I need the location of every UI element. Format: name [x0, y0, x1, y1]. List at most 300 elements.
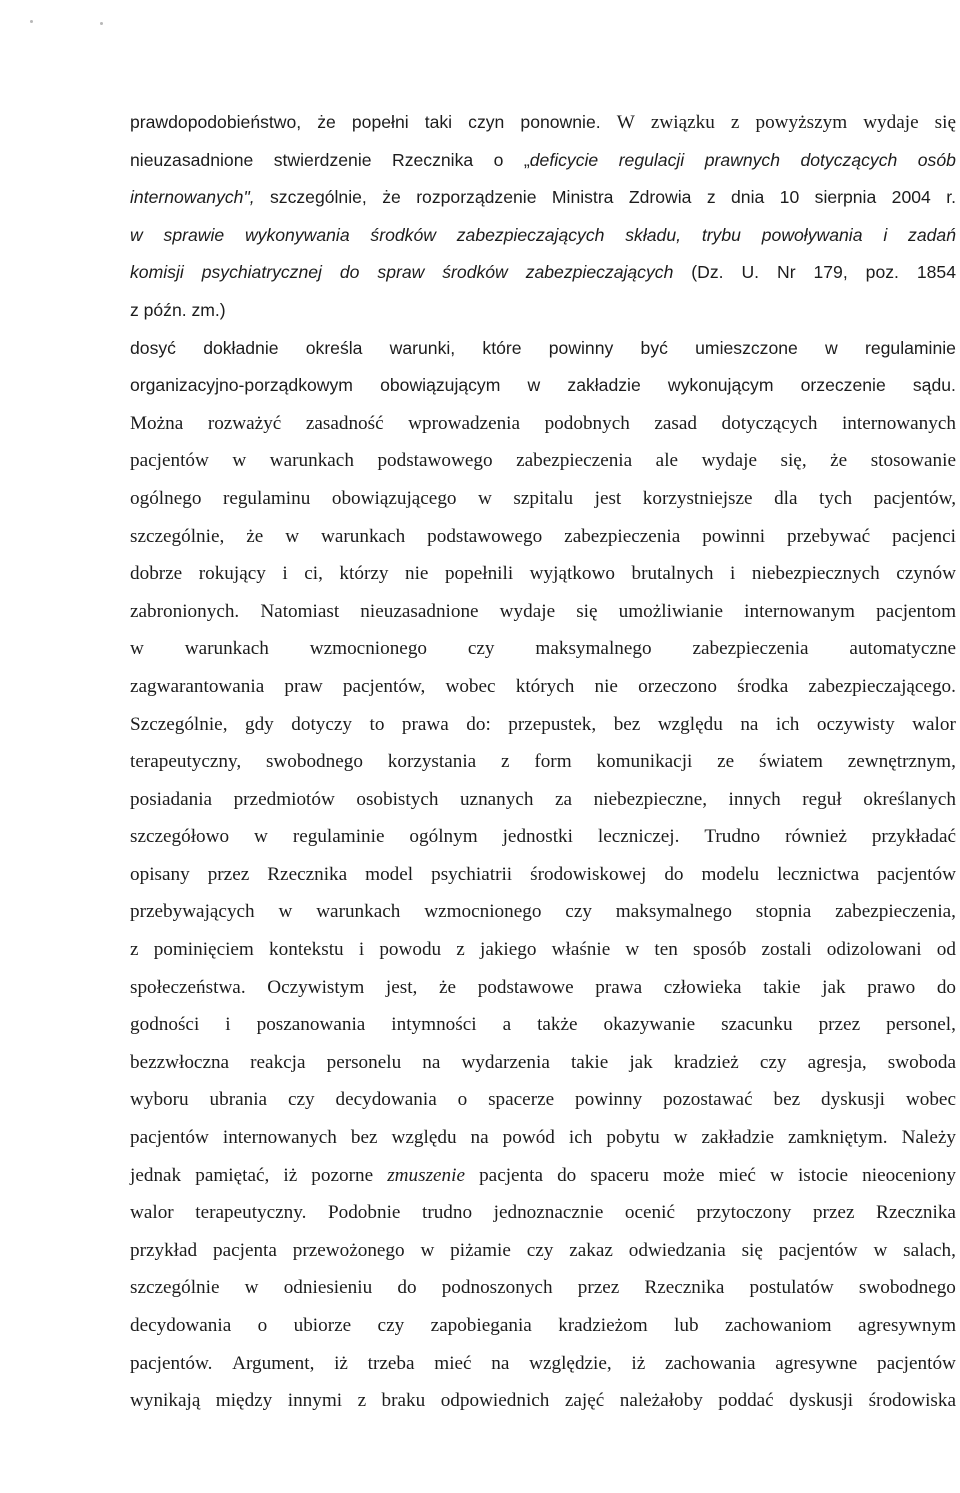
text-word: maksymalnego	[615, 901, 732, 923]
text-word: które	[482, 337, 522, 358]
text-word: przykład	[130, 1239, 198, 1261]
text-word: że	[317, 112, 336, 132]
text-word: modelu	[701, 863, 760, 885]
text-word: przez	[812, 1202, 855, 1224]
text-word: czy	[377, 1315, 405, 1336]
text-word: względzie,	[529, 1352, 612, 1374]
text-word: godności	[130, 1014, 200, 1036]
text-word: o	[457, 1089, 468, 1111]
text-word: bez	[350, 1127, 378, 1149]
text-word: wydarzenia	[461, 1051, 550, 1073]
text-word: pobytu	[606, 1127, 660, 1149]
text-word: na	[491, 1352, 510, 1374]
text-word: swobodnego	[265, 751, 363, 773]
text-word: z	[501, 751, 510, 773]
text-word: istocie	[797, 1164, 849, 1186]
text-word: zabezpieczających	[525, 262, 674, 283]
text-word: rozporządzenie	[416, 187, 537, 208]
text-word: do	[936, 976, 956, 998]
text-word: a	[502, 1014, 512, 1036]
text-word: sierpnia	[814, 187, 877, 208]
text-word: salach,	[903, 1239, 956, 1261]
text-word: regulacji	[618, 149, 685, 170]
text-word: Nr	[776, 262, 796, 283]
text-word: w	[673, 1127, 688, 1149]
text-word: szczegółowo	[130, 826, 230, 848]
text-word: spraw	[377, 262, 425, 283]
text-word: dyskusji	[821, 1089, 885, 1111]
text-word: ten	[654, 939, 678, 961]
text-word: ogólnym	[409, 826, 478, 848]
text-word: Rzecznika	[644, 1277, 725, 1299]
text-word: niebezpieczne,	[593, 788, 708, 810]
text-word: jest,	[385, 976, 418, 998]
text-word: regulaminu	[222, 487, 311, 509]
text-word: ogólnego	[130, 487, 202, 509]
text-word: jednostki	[502, 826, 573, 848]
text-word: wobec	[905, 1089, 956, 1111]
text-word: Rzecznika	[876, 1202, 956, 1224]
text-word: dnia	[731, 187, 765, 208]
text-word: komisji	[130, 262, 184, 283]
text-word: zapobiegania	[430, 1315, 532, 1336]
text-word: w	[825, 337, 838, 358]
text-word: w	[770, 1164, 784, 1186]
text-word: Oczywistym	[267, 976, 365, 998]
text-word: czy	[526, 1239, 554, 1261]
text-line	[130, 939, 956, 977]
text-word: czy	[565, 901, 592, 923]
text-word: należałoby	[619, 1390, 703, 1412]
text-word: szczególnie,	[130, 525, 225, 547]
text-word: 179,	[813, 262, 848, 283]
text-word: umożliwianie	[618, 600, 724, 622]
text-word: zabezpieczenia	[516, 450, 633, 472]
text-word: na	[470, 1127, 489, 1149]
text-word: umieszczone	[695, 337, 798, 358]
text-line	[130, 450, 956, 488]
text-word: okazywanie	[603, 1014, 696, 1036]
text-line	[130, 638, 956, 676]
text-word: spacerze	[488, 1089, 555, 1111]
text-word: regulaminie	[864, 337, 956, 358]
text-word: wzmocnionego	[309, 638, 428, 660]
text-word: pacjentów	[877, 1352, 956, 1374]
text-word: z	[357, 1390, 367, 1412]
text-word: popełnili	[444, 563, 514, 585]
text-word: 2004	[891, 187, 931, 208]
text-word: stopnia	[755, 901, 812, 923]
text-word: niebezpiecznych	[751, 563, 880, 585]
text-word: zewnętrznym,	[847, 751, 956, 773]
text-word: o	[493, 149, 504, 170]
text-word: kradzieżom	[558, 1315, 648, 1336]
text-word: form	[534, 751, 572, 773]
text-word: odpowiednich	[440, 1390, 550, 1412]
text-word: pacjentów	[778, 1239, 858, 1261]
text-line	[130, 676, 956, 714]
text-word: odniesieniu	[283, 1277, 373, 1299]
text-word: sprawie	[163, 224, 225, 245]
text-word: się,	[780, 450, 807, 472]
text-word: zadań	[908, 224, 956, 245]
text-word: wydaje	[863, 112, 919, 133]
text-word: mieć	[718, 1164, 756, 1186]
text-line	[130, 112, 956, 150]
text-word: powyższym	[755, 112, 848, 133]
text-line	[130, 1353, 956, 1391]
text-line	[130, 1165, 956, 1203]
text-word: i	[282, 563, 288, 585]
text-word: przez	[207, 863, 250, 885]
text-word: trybu	[701, 224, 741, 245]
text-word: odwiedzania	[628, 1239, 726, 1261]
text-word: internowanych	[841, 412, 956, 434]
text-word: w	[130, 638, 144, 660]
text-word: W	[616, 112, 635, 133]
text-word: w	[527, 375, 541, 396]
text-word: powinny	[575, 1089, 643, 1111]
text-word: w	[130, 224, 143, 245]
text-word: ich	[775, 713, 800, 735]
text-word: Natomiast	[260, 600, 340, 622]
text-word: kradzież	[673, 1051, 739, 1073]
text-word: Podobnie	[327, 1202, 401, 1224]
text-word: wydaje	[499, 600, 556, 622]
text-word: terapeutyczny.	[195, 1202, 307, 1224]
text-word: że	[439, 976, 457, 998]
scan-speck	[30, 20, 33, 23]
text-word: zachowania	[665, 1352, 756, 1374]
text-word: odizolowani	[826, 939, 922, 961]
text-word: nie	[404, 563, 429, 585]
text-word: iż	[631, 1352, 646, 1374]
text-word: postulatów	[749, 1277, 834, 1299]
text-word: jednak	[130, 1164, 182, 1186]
text-word: sądu.	[912, 375, 956, 396]
text-line	[130, 225, 956, 263]
text-word: człowieka	[663, 976, 742, 998]
text-word: środka	[737, 675, 789, 697]
text-word: i	[730, 563, 736, 585]
text-word: szczególnie	[130, 1277, 220, 1299]
text-word: iż	[334, 1352, 348, 1374]
text-word: iż	[283, 1164, 298, 1186]
text-word: zabezpieczenia	[692, 638, 809, 660]
text-word: szpitalu	[513, 487, 574, 509]
text-word: do	[339, 262, 360, 283]
text-word: automatyczne	[849, 638, 956, 660]
text-word: może	[663, 1164, 705, 1186]
text-word: agresja,	[807, 1051, 867, 1073]
text-word: bez	[773, 1089, 801, 1111]
text-word: ubiorze	[293, 1315, 352, 1336]
text-line	[130, 413, 956, 451]
text-word: gdy	[244, 713, 274, 735]
text-word: Rzecznika	[392, 149, 474, 170]
text-word: określa	[305, 337, 363, 358]
text-word: zakaz	[569, 1239, 613, 1261]
text-word: Rzecznika	[267, 863, 348, 885]
text-word: reakcja	[250, 1051, 306, 1073]
text-word: prawo	[867, 976, 916, 998]
text-word: prawnych	[704, 149, 780, 170]
text-word: o	[257, 1315, 268, 1336]
text-word: w	[278, 901, 293, 923]
text-line	[130, 1127, 956, 1165]
text-word: pacjenta	[212, 1239, 277, 1261]
text-word: korzystniejsze	[642, 487, 753, 509]
text-word: nieoceniony	[862, 1164, 956, 1186]
text-word: pacjentów,	[873, 487, 956, 509]
text-word: z	[456, 939, 465, 961]
text-word: braku	[381, 1390, 426, 1412]
text-word: na	[422, 1051, 441, 1073]
text-word: korzystania	[387, 751, 477, 773]
text-word: środków	[442, 262, 508, 283]
text-word: że	[830, 450, 848, 472]
text-line	[130, 1277, 956, 1315]
text-word: podstawowe	[477, 976, 574, 998]
text-word: stosowanie	[870, 450, 956, 472]
text-word: przebywających	[130, 901, 255, 923]
text-word: „deficycie	[523, 149, 599, 170]
text-word: agresywnym	[857, 1315, 956, 1336]
text-line	[130, 1240, 956, 1278]
document-body	[130, 112, 956, 1428]
text-word: ocenić	[624, 1202, 675, 1224]
text-word: innymi	[287, 1390, 343, 1412]
text-word: sposób	[693, 939, 747, 961]
text-word: ponownie.	[520, 112, 601, 132]
text-word: wyjątkowo	[529, 563, 615, 585]
text-word: innych	[728, 788, 781, 810]
text-word: czy	[759, 1051, 787, 1073]
text-word: swobodnego	[858, 1277, 956, 1299]
text-word: bezzwłoczna	[130, 1051, 230, 1073]
text-word: światem	[759, 751, 823, 773]
text-word: rozważyć	[207, 412, 282, 434]
text-word: praw	[284, 675, 323, 697]
text-word: bez	[613, 713, 641, 735]
text-word: zabronionych.	[130, 600, 240, 622]
text-word: nieuzasadnione	[130, 149, 254, 170]
text-line	[130, 375, 956, 413]
text-word: którzy	[339, 563, 389, 585]
text-line	[130, 864, 956, 902]
text-word: zm.)	[191, 299, 226, 320]
text-word: dobrze	[130, 563, 183, 585]
text-word: pacjentów	[877, 863, 956, 885]
text-line	[130, 563, 956, 601]
text-word: właśnie	[551, 939, 611, 961]
text-word: komunikacji	[596, 751, 693, 773]
text-word: względu	[657, 713, 723, 735]
text-word: wyboru	[130, 1089, 189, 1111]
text-word: popełni	[351, 112, 409, 132]
text-word: że	[382, 187, 401, 208]
text-word: orzeczenie	[800, 375, 886, 396]
text-word: posiadania	[130, 788, 213, 810]
text-word: w	[625, 939, 640, 961]
text-word: walor	[130, 1202, 174, 1224]
text-word: ubrania	[209, 1089, 268, 1111]
text-word: personel,	[886, 1014, 956, 1036]
text-word: przebywać	[787, 525, 871, 547]
text-word: dosyć	[130, 337, 176, 358]
text-word: piżamie	[450, 1239, 511, 1261]
text-word: internowanym	[744, 600, 855, 622]
text-word: zagwarantowania	[130, 675, 265, 697]
text-line	[130, 1089, 956, 1127]
text-word: reguł	[802, 788, 842, 810]
text-word: brutalnych	[631, 563, 714, 585]
text-word: pozorne	[311, 1164, 374, 1186]
text-word: z	[130, 939, 139, 961]
text-word: zasadność	[305, 412, 384, 434]
text-word: na	[740, 713, 759, 735]
text-word: dotyczących	[721, 412, 818, 434]
text-word: i	[225, 1014, 231, 1036]
text-word: w	[232, 450, 247, 472]
text-word: nieuzasadnione	[360, 600, 479, 622]
text-word: opisany	[130, 863, 190, 885]
text-word: zamkniętym.	[787, 1127, 888, 1149]
text-word: dokładnie	[203, 337, 279, 358]
text-word: spaceru	[590, 1164, 649, 1186]
text-word: składu,	[625, 224, 681, 245]
text-word: w	[420, 1239, 435, 1261]
text-line	[130, 601, 956, 639]
text-word: osobistych	[356, 788, 439, 810]
text-word: zabezpieczenia	[564, 525, 681, 547]
text-word: jednoznacznie	[493, 1202, 604, 1224]
text-word: zakładzie	[567, 375, 641, 396]
text-word: warunkach	[316, 901, 401, 923]
text-word: przez	[577, 1277, 620, 1299]
text-word: leczniczej.	[597, 826, 680, 848]
text-word: powinny	[548, 337, 614, 358]
text-line	[130, 826, 956, 864]
text-word: r.	[946, 187, 956, 208]
text-word: agresywne	[775, 1352, 858, 1374]
text-word: Argument,	[232, 1352, 315, 1374]
text-word: wydaje	[701, 450, 757, 472]
text-word: szczególnie,	[269, 187, 367, 208]
text-word: (Dz.	[691, 262, 724, 283]
text-word: dotyczących	[800, 149, 898, 170]
text-word: zasad	[654, 412, 697, 434]
text-word: przytoczony	[696, 1202, 792, 1224]
text-word: ich	[568, 1127, 593, 1149]
text-word: osób	[917, 149, 956, 170]
text-line	[130, 262, 956, 300]
text-word: późn.	[143, 299, 187, 320]
text-word: Ministra	[551, 187, 614, 208]
text-word: związku	[650, 112, 715, 133]
text-word: do	[397, 1277, 417, 1299]
text-word: personelu	[326, 1051, 402, 1073]
text-word: model	[365, 863, 414, 885]
text-word: czynów	[896, 563, 956, 585]
text-word: powoływania	[761, 224, 863, 245]
text-word: rokujący	[198, 563, 266, 585]
text-word: Zdrowia	[628, 187, 692, 208]
text-word: decydowania	[130, 1315, 232, 1336]
text-word: od	[936, 939, 956, 961]
text-word: środowiska	[868, 1390, 956, 1412]
text-word: internowanych",	[130, 187, 255, 208]
text-word: przewożonego	[292, 1239, 405, 1261]
text-word: uznanych	[459, 788, 534, 810]
text-line	[130, 150, 956, 188]
text-line	[130, 714, 956, 752]
text-word: jest	[594, 487, 622, 509]
text-word: przepustek,	[508, 713, 597, 735]
text-word: w	[478, 487, 492, 509]
text-line	[130, 187, 956, 225]
text-word: zakładzie	[701, 1127, 774, 1149]
text-word: ze	[717, 751, 735, 773]
text-word: wynikają	[130, 1390, 201, 1412]
text-word: kontekstu	[269, 939, 344, 961]
text-word: wykonującym	[667, 375, 774, 396]
text-word: warunkach	[321, 525, 406, 547]
text-word: decydowania	[335, 1089, 437, 1111]
text-word: powinni	[702, 525, 766, 547]
text-word: także	[537, 1014, 578, 1036]
text-word: pozostawać	[663, 1089, 753, 1111]
text-word: środowiskowej	[530, 863, 647, 885]
text-word: ale	[655, 450, 679, 472]
text-line	[130, 1390, 956, 1428]
text-word: pominięciem	[153, 939, 254, 961]
text-word: terapeutyczny,	[130, 751, 242, 773]
text-word: w	[244, 1277, 259, 1299]
text-word: zmuszenie	[387, 1164, 465, 1186]
text-word: organizacyjno-porządkowym	[130, 375, 353, 396]
text-word: pacjentów	[130, 1127, 209, 1149]
text-word: czy	[287, 1089, 315, 1111]
text-word: zabezpieczających	[456, 224, 605, 245]
text-word: w	[254, 826, 268, 848]
text-word: powodu	[379, 939, 442, 961]
text-word: podobnych	[544, 412, 630, 434]
text-word: warunkach	[269, 450, 354, 472]
text-line	[130, 789, 956, 827]
text-word: tych	[819, 487, 853, 509]
text-word: warunkach	[184, 638, 269, 660]
text-word: prawa	[401, 713, 449, 735]
text-line	[130, 526, 956, 564]
text-word: ci,	[304, 563, 323, 585]
text-word: Szczególnie,	[130, 713, 228, 735]
text-word: pacjenci	[892, 525, 956, 547]
text-word: pacjentów.	[130, 1352, 213, 1374]
text-word: Można	[130, 412, 184, 434]
text-word: między	[215, 1390, 273, 1412]
text-word: których	[515, 675, 575, 697]
text-line	[130, 300, 956, 338]
text-word: mieć	[434, 1352, 472, 1374]
text-word: jak	[822, 976, 846, 998]
text-word: psychiatrii	[431, 863, 513, 885]
text-line	[130, 901, 956, 939]
text-word: do	[557, 1164, 577, 1186]
text-word: poz.	[865, 262, 899, 283]
text-word: środków	[370, 224, 436, 245]
text-word: do:	[466, 713, 491, 735]
